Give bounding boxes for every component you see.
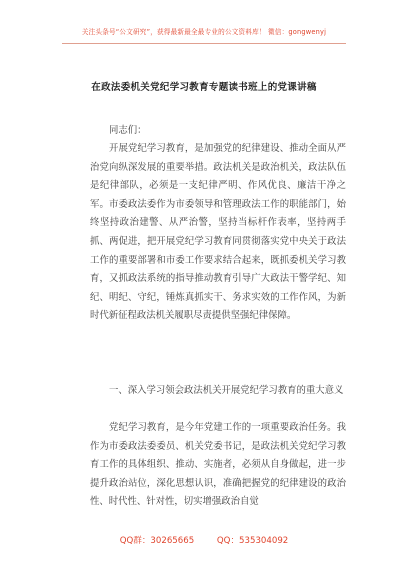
footer-contact [0, 534, 408, 546]
qq-group-text: QQ群：30265665 [119, 536, 195, 546]
document-title: 在政法委机关党纪学习教育专题读书班上的党课讲稿 [91, 82, 317, 93]
paragraph-2: 党纪学习教育，是今年党建工作的一项重要政治任务。我作为市委政法委委员、机关党委书记，是政法机关党纪学习教育工作的具体组织、推动、实施者，必须从自身做起，进一步提升政治站位，深化思想认识，准确把握党的纪律建设的政治性、时代性、针对性，切实增强政治自觉 [90, 422, 346, 508]
qq-text: QQ：535304092 [216, 536, 289, 546]
paragraph-1: 开展党纪学习教育，是加强党的纪律建设、推动全面从严治党向纵深发展的重要举措。政法机关是政治机关，政法队伍是纪律部队，必须是一支纪律严明、作风优良、廉洁干净之军。市委政法委作为市委领导和管理政法工作的职能部门，始终坚持政治建警、从严治警，坚持当标杆作表率，坚持两手抓、两促进，把开展党纪学习教育同贯彻落实党中央关于政法工作的重要部署和市委工作要求结合起来，既抓委机关学习教育，又抓政法系统的指导推动教育引导广大政法干警学纪、知纪、明纪、守纪，锤炼真抓实干、务求实效的工作作风，为新时代新征程政法机关履职尽责提供坚强纪律保障。 [90, 143, 346, 322]
salutation: 同志们： [109, 125, 147, 136]
header-banner: 关注头条号“公文研究”，获得最新最全最专业的公文资料库！ 微信：gongwenyj [81, 28, 327, 36]
header-divider [62, 43, 346, 44]
section-heading: 一、深入学习领会政法机关开展党纪学习教育的重大意义 [109, 385, 344, 396]
